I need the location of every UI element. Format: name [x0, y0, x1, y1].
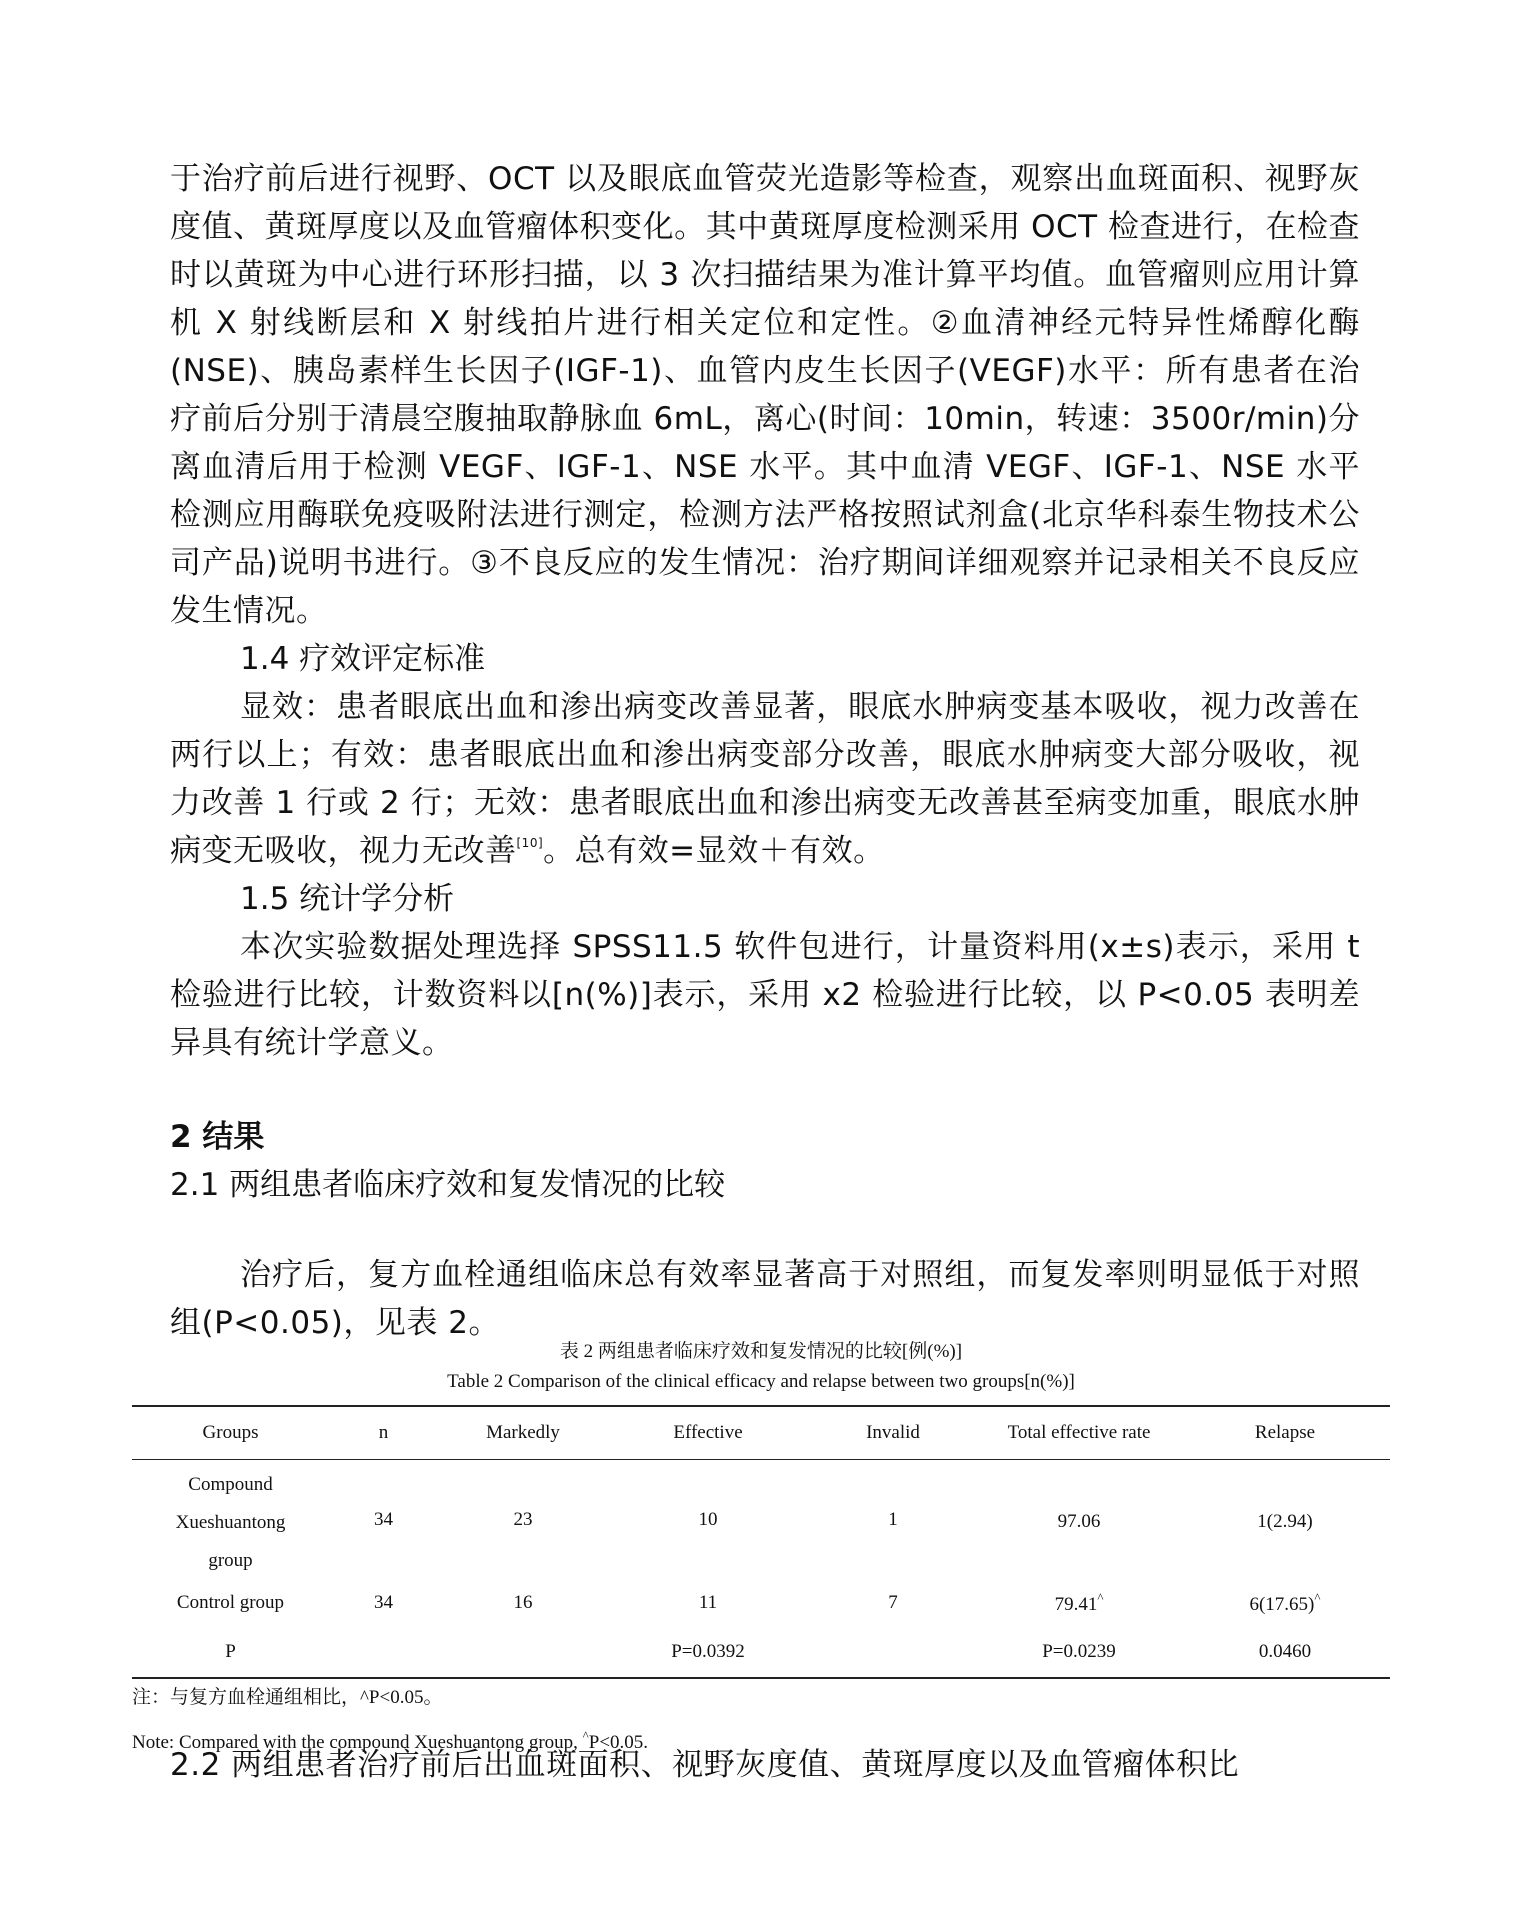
table-row — [132, 1580, 1390, 1626]
cell-invalid — [808, 1626, 978, 1678]
heading-1-5: 1.5 统计学分析 — [240, 881, 455, 917]
col-effective: Effective — [673, 1422, 743, 1443]
cell-effective: 10 — [698, 1509, 718, 1530]
document-body — [170, 155, 1360, 1347]
col-invalid: Invalid — [866, 1422, 920, 1443]
cell-group: Compound Xueshuantong group — [175, 1474, 286, 1571]
heading-1-4: 1.4 疗效评定标准 — [240, 641, 486, 677]
cell-n: 34 — [374, 1509, 393, 1530]
col-relapse: Relapse — [1254, 1422, 1316, 1443]
cell-relapse: 1(2.94) — [1257, 1511, 1313, 1532]
section-2-heading: 2 结果 — [170, 1119, 265, 1155]
cell-relapse: 6(17.65)^ — [1249, 1590, 1321, 1615]
table-note-cn: 注：与复方血栓通组相比，^P<0.05。 — [132, 1687, 443, 1708]
efficacy-table — [132, 1405, 1390, 1679]
cell-effective: P=0.0392 — [671, 1640, 745, 1662]
table-header-row — [132, 1406, 1390, 1460]
table-note-en: Note: Compared with the compound Xueshuantong group, ^P<0.05. — [132, 1728, 649, 1753]
cell-markedly: 16 — [513, 1592, 533, 1613]
col-n: n — [378, 1422, 389, 1443]
cell-relapse: 0.0460 — [1258, 1640, 1312, 1662]
cell-total: P=0.0239 — [1042, 1640, 1116, 1662]
heading-2-2: 2.2 两组患者治疗前后出血斑面积、视野灰度值、黄斑厚度以及血管瘤体积比 — [170, 1747, 1240, 1783]
cell-group: Control group — [176, 1592, 285, 1613]
table-caption-cn: 表 2 两组患者临床疗效和复发情况的比较[例(%)] — [559, 1341, 963, 1362]
cell-total: 97.06 — [1057, 1511, 1101, 1532]
cell-total: 79.41^ — [1054, 1590, 1104, 1615]
col-groups: Groups — [202, 1422, 259, 1443]
efficacy-criteria-paragraph — [170, 683, 1360, 875]
heading-2-1: 2.1 两组患者临床疗效和复发情况的比较 — [170, 1167, 726, 1203]
reference-10: [10] — [516, 836, 544, 850]
cell-invalid: 1 — [888, 1509, 898, 1530]
cell-effective: 11 — [698, 1592, 718, 1613]
cell-invalid: 7 — [888, 1592, 898, 1613]
efficacy-criteria-text: 显效：患者眼底出血和渗出病变改善显著，眼底水肿病变基本吸收，视力改善在两行以上；有效：患者眼底出血和渗出病变部分改善，眼底水肿病变大部分吸收，视力改善 1 行或 2 行；无效：患者眼底出血和渗出病变无改善甚至病变加重，眼底水肿病变无吸收，视力无改善 — [170, 689, 1360, 869]
cell-n — [329, 1626, 438, 1678]
table-row — [132, 1460, 1390, 1581]
cell-n: 34 — [374, 1592, 393, 1613]
statistics-paragraph: 本次实验数据处理选择 SPSS11.5 软件包进行，计量资料用(x±s)表示，采用 t 检验进行比较，计数资料以[n(%)]表示，采用 x2 检验进行比较，以 P<0.05 表明差异具有统计学意义。 — [170, 929, 1360, 1061]
col-markedly: Markedly — [486, 1422, 560, 1443]
table-row — [132, 1626, 1390, 1678]
col-total-effective-rate: Total effective rate — [1007, 1422, 1151, 1443]
cell-markedly: 23 — [513, 1509, 533, 1530]
cell-markedly — [438, 1626, 608, 1678]
efficacy-criteria-tail: 。总有效=显效＋有效。 — [543, 833, 885, 869]
table-2 — [132, 1337, 1390, 1758]
cell-group: P — [225, 1640, 236, 1662]
methods-paragraph: 于治疗前后进行视野、OCT 以及眼底血管荧光造影等检查，观察出血斑面积、视野灰度值、黄斑厚度以及血管瘤体积变化。其中黄斑厚度检测采用 OCT 检查进行，在检查时以黄斑为中心进行环形扫描，以 3 次扫描结果为准计算平均值。血管瘤则应用计算机 X 射线断层和 X 射线拍片进行相关定位和定性。②血清神经元特异性烯醇化酶(NSE)、胰岛素样生长因子(IGF-1)、血管内皮生长因子(VEGF)水平：所有患者在治疗前后分别于清晨空腹抽取静脉血 6mL，离心(时间：10min，转速：3500r/min)分离血清后用于检测 VEGF、IGF-1、NSE 水平。其中血清 VEGF、IGF-1、NSE 水平检测应用酶联免疫吸附法进行测定，检测方法严格按照试剂盒(北京华科泰生物技术公司产品)说明书进行。③不良反应的发生情况：治疗期间详细观察并记录相关不良反应发生情况。 — [170, 161, 1360, 629]
results-paragraph: 治疗后，复方血栓通组临床总有效率显著高于对照组，而复发率则明显低于对照组(P<0.05)，见表 2。 — [170, 1257, 1360, 1341]
table-caption-en: Table 2 Comparison of the clinical efficacy and relapse between two groups[n(%)] — [447, 1371, 1075, 1392]
